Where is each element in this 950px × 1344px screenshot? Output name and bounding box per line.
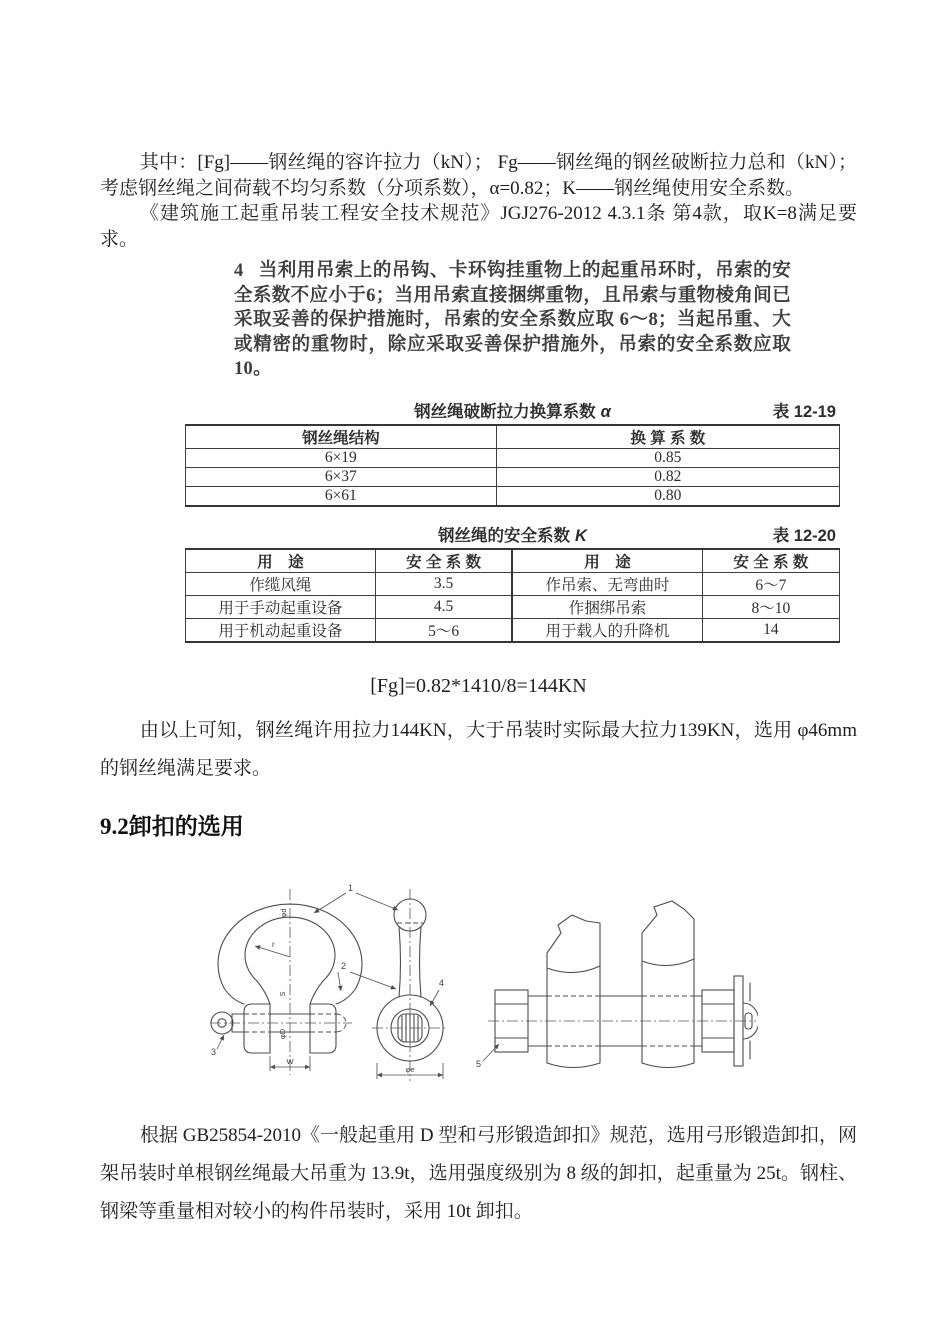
table2-title-symbol: K (575, 526, 587, 545)
dim-label-phi-e: φe (405, 1064, 415, 1074)
table-cell: 作捆绑吊索 (512, 595, 702, 618)
shackle-technical-drawing (210, 873, 758, 1105)
table-cell: 5～6 (375, 618, 512, 642)
paragraph-shackle-selection: 根据 GB25854-2010《一般起重用 D 型和弓形锻造卸扣》规范，选用弓形锻造卸扣，网架吊装时单根钢丝绳最大吊重为 13.9t，选用强度级别为 8 级的卸扣，起重量为 25t。钢柱、钢梁等重量相对较小的构件吊装时，采用 10t 卸扣。 (100, 1124, 857, 1222)
table-header-cell: 安 全 系 数 (375, 549, 512, 573)
table-cell: 用于机动起重设备 (186, 618, 376, 642)
table-row (186, 467, 840, 486)
table-header-cell: 用 途 (512, 549, 702, 573)
table-cell: 6×19 (186, 448, 497, 467)
section-number: 9.2 (100, 813, 129, 839)
table-cell: 14 (702, 618, 839, 642)
dim-label-r: r (272, 939, 275, 949)
table-cell: 作吊索、无弯曲时 (512, 572, 702, 595)
figure-callout-5: 5 (476, 1058, 482, 1069)
table-cell: 4.5 (375, 595, 512, 618)
table-row (186, 572, 840, 595)
table-cell: 用于载人的升降机 (512, 618, 702, 642)
table1-title-symbol: α (600, 402, 611, 421)
figure-callout-2: 2 (341, 960, 347, 971)
table2-caption (185, 522, 840, 544)
table-cell: 6～7 (702, 572, 839, 595)
section-heading (100, 813, 857, 841)
table-cell: 作缆风绳 (186, 572, 376, 595)
table-conversion-coefficient (185, 424, 840, 507)
table-cell: 用于手动起重设备 (186, 595, 376, 618)
dim-label-w: W (286, 1056, 294, 1066)
table-cell: 6×61 (186, 486, 497, 506)
paragraph-rope-symbol-definitions: 其中：[Fg]——钢丝绳的容许拉力（kN）； Fg——钢丝绳的钢丝破断拉力总和（kN）；考虑钢丝绳之间荷载不均匀系数（分项系数），α=0.82；K——钢丝绳使用安全系数。 (100, 152, 857, 199)
table1-title: 钢丝绳破断拉力换算系数 (414, 402, 596, 421)
table1-tag: 表 12-19 (772, 402, 836, 421)
bow-shackle-side-view (372, 889, 448, 1081)
table-cell: 3.5 (375, 572, 512, 595)
table-cell: 0.85 (496, 448, 839, 467)
table-row (186, 486, 840, 506)
allowable-tension-formula: [Fg]=0.82*1410/8=144KN (370, 674, 587, 697)
table-cell: 8～10 (702, 595, 839, 618)
table-header-cell: 用 途 (186, 549, 376, 573)
table-row (186, 618, 840, 642)
table-header-row (186, 425, 840, 449)
dim-label-phi-d: φd (279, 907, 288, 918)
table-safety-factors (185, 548, 840, 643)
paragraph-rope-conclusion: 由以上可知，钢丝绳许用拉力144KN，大于吊装时实际最大拉力139KN，选用 φ46mm 的钢丝绳满足要求。 (100, 719, 857, 779)
clause-number: 4 (234, 261, 244, 281)
dim-label-phi-D: φD (278, 1028, 287, 1039)
table-cell: 6×37 (186, 467, 497, 486)
standard-clause-excerpt (234, 259, 791, 382)
clause-text: 当利用吊索上的吊钩、卡环钩挂重物上的起重吊环时，吊索的安全系数不应小于6；当用吊索直接捆绑重物，且吊索与重物棱角间已采取妥善的保护措施时，吊索的安全系数应取 6～8；当起吊重、大或精密的重物时，除应采取妥善保护措施外，吊索的安全系数应取 10。 (234, 261, 791, 379)
table-header-cell: 钢丝绳结构 (186, 425, 497, 449)
figure-callout-1: 1 (348, 882, 354, 893)
figure-callouts (211, 883, 499, 1069)
table-header-cell: 安 全 系 数 (702, 549, 839, 573)
table2-tag: 表 12-20 (772, 526, 836, 545)
figure-callout-4: 4 (439, 977, 445, 988)
pin-assembly-view (488, 901, 758, 1068)
table-row (186, 595, 840, 618)
document-content (100, 150, 857, 1231)
dim-label-s: S (278, 990, 287, 997)
figure-callout-3: 3 (211, 1046, 217, 1057)
shackle-figure (210, 873, 758, 1105)
table-cell: 0.80 (496, 486, 839, 506)
table-header-row (186, 549, 840, 573)
paragraph-code-reference: 《建筑施工起重吊装工程安全技术规范》JGJ276-2012 4.3.1条 第4款，取K=8满足要求。 (100, 203, 857, 250)
table1-caption (185, 398, 840, 420)
table-header-cell: 换 算 系 数 (496, 425, 839, 449)
table2-title: 钢丝绳的安全系数 (438, 526, 571, 545)
table-cell: 0.82 (496, 467, 839, 486)
table-row (186, 448, 840, 467)
section-title: 卸扣的选用 (128, 813, 244, 839)
